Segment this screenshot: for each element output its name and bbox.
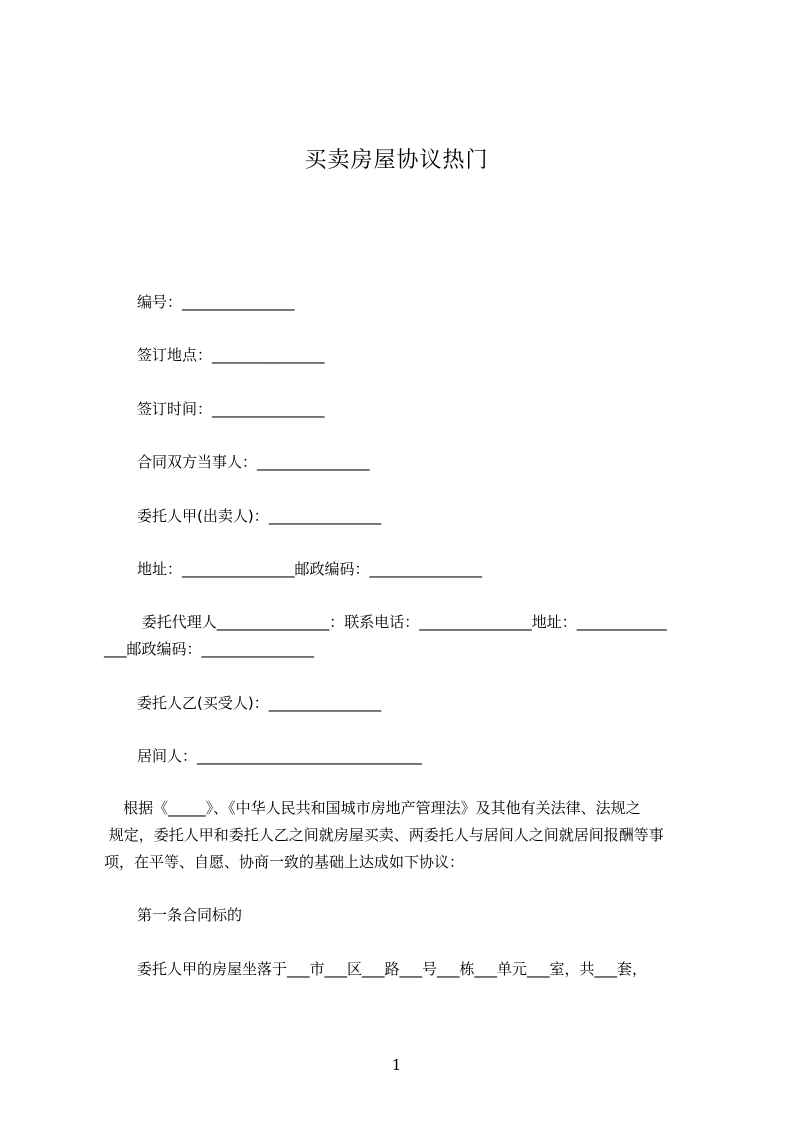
preamble-paragraph bbox=[104, 795, 704, 876]
field-intermediary: 居间人：______________________________ bbox=[137, 747, 423, 765]
field-signing-time: 签订时间：_______________ bbox=[137, 400, 325, 418]
field-parties: 合同双方当事人：_______________ bbox=[137, 453, 370, 471]
preamble-line: 根据《_____》、《中华人民共和国城市房地产管理法》及其他有关法律、法规之 bbox=[104, 799, 641, 817]
page-number: 1 bbox=[391, 1056, 402, 1074]
field-buyer: 委托人乙(买受人)：_______________ bbox=[137, 694, 382, 712]
preamble-line: 项，在平等、自愿、协商一致的基础上达成如下协议： bbox=[104, 853, 465, 871]
field-seller: 委托人甲(出卖人)：_______________ bbox=[137, 507, 382, 525]
article-1-text: 委托人甲的房屋坐落于___市___区___路___号___栋___单元___室，共___套， bbox=[137, 960, 648, 978]
field-agent-line-2: ___邮政编码：_______________ bbox=[104, 640, 315, 658]
field-signing-place: 签订地点：_______________ bbox=[137, 346, 325, 364]
article-1-heading: 第一条合同标的 bbox=[137, 906, 243, 924]
field-contract-number: 编号：_______________ bbox=[137, 293, 295, 311]
field-address-postcode: 地址：_______________邮政编码：_______________ bbox=[137, 560, 483, 578]
field-agent-line-1: 委托代理人_______________：联系电话：_______________地址：____________ bbox=[137, 613, 667, 631]
preamble-line: 规定，委托人甲和委托人乙之间就房屋买卖、两委托人与居间人之间就居间报酬等事 bbox=[104, 826, 664, 844]
document-title: 买卖房屋协议热门 bbox=[304, 148, 489, 173]
